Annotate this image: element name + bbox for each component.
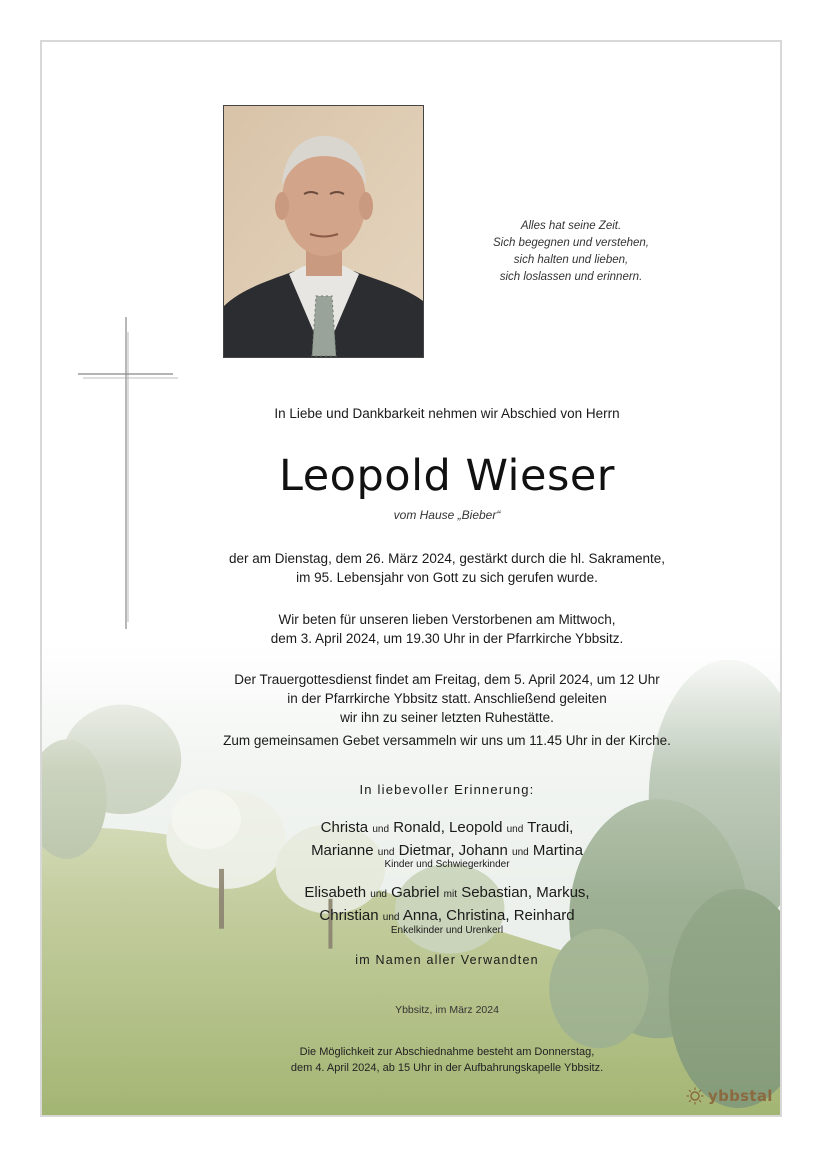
family-grandchildren: [132, 882, 762, 928]
family-name: Dietmar, Johann: [398, 842, 508, 859]
family-children: [132, 817, 762, 863]
on-behalf-text: im Namen aller Verwandten: [355, 953, 539, 967]
relation-label: Kinder und Schwiegerkinder: [384, 859, 510, 870]
place-date: Ybbsitz, im März 2024: [395, 1004, 499, 1016]
obituary-card: [40, 40, 782, 1117]
funeral-paragraph: [132, 670, 762, 727]
family-name: Anna, Christina, Reinhard: [402, 907, 575, 924]
text-line: im 95. Lebensjahr von Gott zu sich gerufen wurde.: [296, 570, 598, 585]
portrait-photo: [223, 105, 424, 358]
text-line: in der Pfarrkirche Ybbsitz statt. Anschließend geleiten: [287, 691, 607, 706]
house-name: vom Hause „Bieber“: [393, 508, 501, 522]
quote-line: sich loslassen und erinnern.: [499, 271, 643, 283]
text-line: wir ihn zu seiner letzten Ruhestätte.: [340, 710, 554, 725]
family-name: Gabriel: [391, 884, 440, 901]
intro-text: In Liebe und Dankbarkeit nehmen wir Abschied von Herrn: [274, 406, 620, 421]
family-name: Christian: [319, 907, 379, 924]
prayer-paragraph: [132, 610, 762, 648]
conjunction: und: [506, 824, 524, 835]
quote-line: Alles hat seine Zeit.: [520, 220, 622, 232]
family-name: Traudi,: [527, 819, 574, 836]
conjunction: und: [512, 847, 529, 858]
family-line: [132, 882, 762, 905]
conjunction: mit: [443, 889, 458, 900]
family-name: Christa: [320, 819, 369, 836]
family-name: Ronald, Leopold: [393, 819, 503, 836]
quote-line: Sich begegnen und verstehen,: [492, 237, 649, 249]
conjunction: und: [377, 847, 395, 858]
family-name: Sebastian, Markus,: [461, 884, 590, 901]
quote-line: sich halten und lieben,: [513, 254, 629, 266]
gathering-paragraph: Zum gemeinsamen Gebet versammeln wir uns um 11.45 Uhr in der Kirche.: [223, 733, 671, 748]
death-paragraph: [132, 549, 762, 587]
conjunction: und: [382, 912, 400, 923]
memory-heading: In liebevoller Erinnerung:: [359, 782, 535, 797]
conjunction: und: [372, 824, 390, 835]
conjunction: und: [370, 889, 387, 900]
text-line: Die Möglichkeit zur Abschiednahme besteht am Donnerstag,: [299, 1046, 595, 1058]
text-line: Der Trauergottesdienst findet am Freitag, dem 5. April 2024, um 12 Uhr: [234, 672, 660, 687]
family-name: Martina: [532, 842, 583, 859]
family-line: [132, 817, 762, 840]
viewing-info: [132, 1044, 762, 1076]
text-line: Wir beten für unseren lieben Verstorbenen am Mittwoch,: [278, 612, 616, 627]
quote: [456, 218, 686, 286]
family-name: Elisabeth: [304, 884, 367, 901]
text-line: dem 3. April 2024, um 19.30 Uhr in der Pfarrkirche Ybbsitz.: [270, 631, 624, 646]
text-line: der am Dienstag, dem 26. März 2024, gestärkt durch die hl. Sakramente,: [229, 551, 665, 566]
logo-text: ybbstal: [708, 1087, 773, 1105]
relation-label: Enkelkinder und Urenkerl: [390, 925, 504, 936]
text-line: dem 4. April 2024, ab 15 Uhr in der Aufbahrungskapelle Ybbsitz.: [290, 1062, 604, 1074]
ybbstal-logo: [686, 1085, 773, 1107]
sun-icon: [686, 1087, 704, 1105]
deceased-name: Leopold Wieser: [279, 451, 615, 501]
family-name: Marianne: [311, 842, 374, 859]
